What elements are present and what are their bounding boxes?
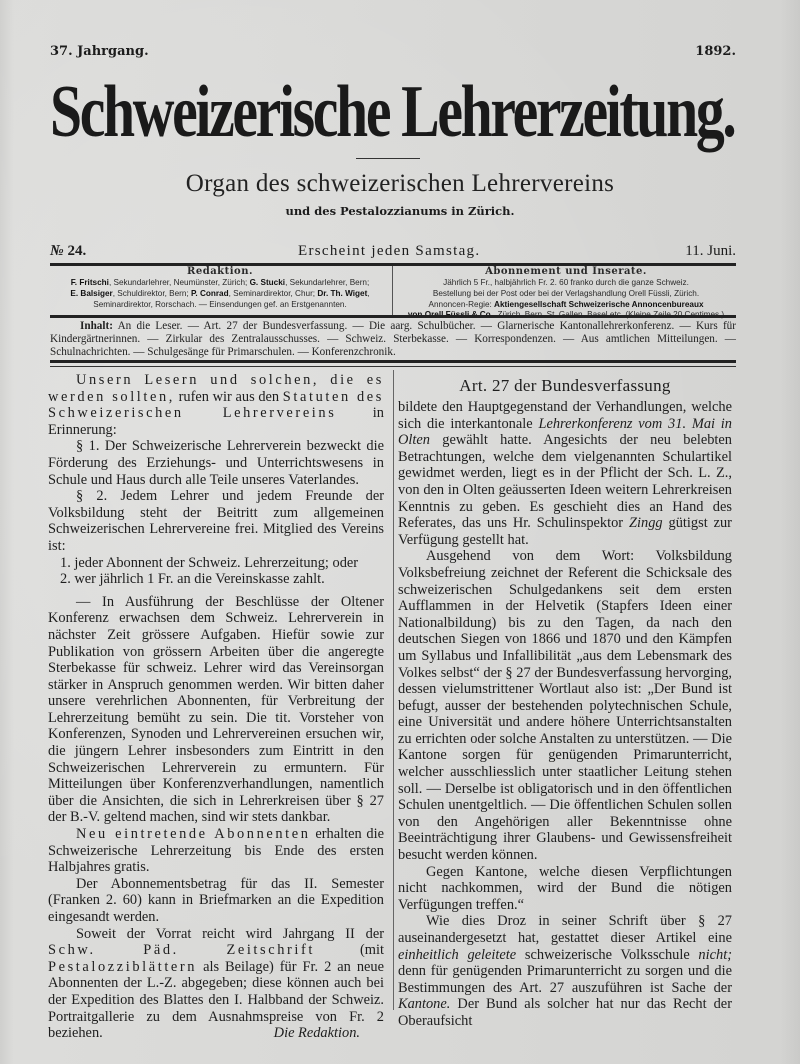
- issue-number-value: 24.: [67, 243, 87, 259]
- editor-name: G. Stucki: [249, 278, 286, 287]
- header-rule-bottom: [50, 315, 736, 318]
- text: in Erinnerung:: [48, 405, 385, 438]
- article-paragraph-1: [398, 399, 732, 548]
- editor-name: Dr. Th. Wiget: [317, 288, 368, 298]
- article-paragraph-2: Ausgehend von dem Wort: Volksbildung Volksbefreiung zeichnet der Referent die Schicksale des schweizerischen Schulgedankens seit dem ersten Aufflammen in der Helvetik (Stapfers Ideen einer Nationalbildung) bis zu den Tagen, da nach den deutschen Siegen von 1866 und 1870 und den Kämpfen um Syllabus und Infallibilität „aus dem Lebensmark des Volkes selbst“ der § 27 der Bundesverfassung hervorging, dessen vielumstrittener Wortlaut also ist: „Der Bund ist befugt, ausser der bestehenden polytechnischen Schule, eine Universität und andere höhere Unterrichtsanstalten zu errichten oder solche Anstalten zu unterstützen. — Die Kantone sorgen für genügenden Primarunterricht, welcher ausschliesslich unter staatlicher Leitung stehen soll. — Derselbe ist obligatorisch und in den öffentlichen Schulen unentgeltlich. — Die öffentlichen Schulen sollen von den Angehörigen aller Bekenntnisse ohne Beeinträchtigung ihrer Glaubens- und Gewissensfreiheit besucht werden können.: [398, 548, 732, 864]
- issue-number: [50, 243, 86, 260]
- right-column: [398, 372, 732, 1030]
- issue-date: 11. Juni.: [685, 243, 736, 259]
- issue-frequency: Erscheint jeden Samstag.: [298, 243, 481, 259]
- text: gewählt hatte. Angesichts der neu belebten Betrachtungen, welche dem vielgenannten Schulartikel gewidmet werden, liegt es in der Pflicht der Sch. L. Z., von den in Olten geäusserten Ideen weitern Lehrerkreisen Kenntnis zu geben. Es geschieht dies an Hand des Referates, das uns Hr. Schulinspektor: [398, 432, 732, 532]
- contents-label: Inhalt:: [80, 320, 113, 332]
- text: Soweit der Vorrat reicht wird Jahrgang II der: [76, 925, 384, 942]
- editor-role: , Sekundarlehrer, Neumünster, Zürich;: [108, 278, 250, 287]
- abonnement-box: [396, 266, 736, 314]
- italic-text: Kantone.: [398, 996, 451, 1013]
- editor-role: , Seminardirektor, Chur;: [228, 288, 318, 298]
- text: rufen wir aus den: [174, 388, 283, 405]
- text: erhalten die Schweizerische Lehrerzeitung bis Ende des ersten Halbjahres gratis.: [48, 826, 384, 876]
- masthead-divider: [356, 158, 420, 159]
- column-divider: [393, 370, 394, 1010]
- italic-text: Lehrerkonferenz vom 31. Mai in Olten: [398, 415, 733, 449]
- abonnement-line-3: [396, 300, 736, 311]
- masthead-title: Schweizerische Lehrerzeitung.: [50, 71, 735, 153]
- spaced-text: Unsern Lesern und solchen, die es werden sollten,: [48, 372, 384, 405]
- editor-name: E. Balsiger: [70, 288, 113, 298]
- text: Wie dies Droz in seiner Schrift über § 27 auseinandergesetzt hat, gestattet dieser Artikel eine: [398, 913, 732, 946]
- text: als Beilage) für Fr. 2 an neue Abonnenten der L.-Z. abgegeben; diese können auch bei der Expedition des Blattes den I. Halbband der Schweiz. Portraitgallerie zu dem Ausnahmspreise von Fr. 2 beziehen.: [48, 958, 384, 1042]
- new-subscribers-paragraph: [48, 826, 384, 876]
- abonnement-heading: Abonnement und Inserate.: [485, 266, 647, 277]
- subtitle-secondary: und des Pestalozzianums in Zürich.: [285, 204, 515, 218]
- subtitle: Organ des schweizerischen Lehrervereins: [185, 170, 615, 197]
- article-title: Art. 27 der Bundesverfassung: [459, 376, 671, 395]
- membership-item-2: 2. wer jährlich 1 Fr. an die Vereinskasse zahlt.: [60, 571, 325, 588]
- editor-role: , Sekundarlehrer, Bern;: [285, 278, 370, 287]
- text: schweizerische Volksschule: [516, 946, 699, 963]
- year-label: 1892.: [695, 44, 736, 59]
- text: gütigst zur Verfügung gestellt hat.: [398, 515, 732, 548]
- italic-text: einheitlich geleitete: [398, 946, 517, 963]
- table-of-contents: [50, 320, 736, 360]
- italic-text: Zingg: [629, 515, 663, 532]
- spaced-text: Schw. Päd. Zeitschrift: [48, 942, 315, 959]
- volume-label: 37. Jahrgang.: [50, 44, 149, 59]
- abonnement-line-2: Bestellung bei der Post oder bei der Verlagshandlung Orell Füssli, Zürich.: [432, 288, 700, 298]
- intro-paragraph: [48, 372, 384, 438]
- text: (mit: [314, 942, 384, 959]
- numero-sign: №: [50, 243, 64, 259]
- redaktion-line-2: [52, 289, 388, 300]
- article-paragraph-3: Gegen Kantone, welche diesen Verpflichtungen nicht nachkommen, wird der Bund die nötigen Verfügungen treffen.“: [398, 863, 732, 913]
- text: bildete den Hauptgegenstand der Verhandlungen, welche sich die interkantonale: [398, 399, 732, 432]
- redaktion-heading: Redaktion.: [187, 266, 253, 277]
- oltener-paragraph: — In Ausführung der Beschlüsse der Oltener Konferenz erwachsen dem Schweiz. Lehrerverein in nächster Zeit grössere Aufgaben. Hiefür sowie zur Publikation von grössern Arbeiten über die angeregte Sterbekasse für schweiz. Lehrer wird das Vereinsorgan stärker in Anspruch genommen werden. Wir bitten daher unsere verehrlichen Abonnenten, für Verbreitung der Lehrerzeitung bemüht zu sein. Die tit. Vorsteher von Konferenzen, Synoden und Lehrervereinen ersuchen wir, die jüngern Lehrer insbesonders zum Eintritt in den Schweizerischen Lehrerverein zu ermuntern. Für Mitteilungen über Konferenzverhandlungen, namentlich über die Ansichten, die sich in Lehrerkreisen über § 27 der B.-V. geltend machen, sind wir stets dankbar.: [48, 593, 384, 826]
- signature: Die Redaktion.: [273, 1025, 360, 1042]
- text: denn für genügenden Primarunterricht zu sorgen und die Bestimmungen des Art. 27 auszuführen ist Sache der: [398, 963, 732, 996]
- editor-role: ,: [367, 288, 370, 298]
- top-row: [50, 44, 736, 59]
- editor-name: F. Fritschi: [70, 278, 109, 287]
- membership-item-1: 1. jeder Abonnent der Schweiz. Lehrerzeitung; oder: [60, 554, 359, 571]
- redaktion-line-1: [52, 278, 388, 289]
- italic-text: nicht;: [698, 946, 732, 963]
- statute-paragraph-1: § 1. Der Schweizerische Lehrerverein bezweckt die Förderung des Erziehungs- und Unterrichtswesens in Schule und Haus durch alle Teile unseres Vaterlandes.: [48, 438, 384, 488]
- contents-rule-thin: [50, 366, 736, 367]
- article-paragraph-4: [398, 913, 732, 1029]
- spaced-text: Pestalozziblättern: [48, 958, 198, 975]
- spaced-text: Statuten des Schweizerischen Lehrervereins: [48, 388, 384, 422]
- redaktion-line-3: Seminardirektor, Rorschach. — Einsendungen gef. an Erstgenannten.: [93, 299, 347, 309]
- subscription-fee-paragraph: Der Abonnementsbetrag für das II. Semester (Franken 2. 60) kann in Briefmarken an die Expedition eingesandt werden.: [48, 875, 384, 925]
- editor-name: P. Conrad: [191, 288, 229, 298]
- abonnement-line-1: Jährlich 5 Fr., halbjährlich Fr. 2. 60 franko durch die ganze Schweiz.: [443, 278, 689, 287]
- statute-paragraph-2: § 2. Jedem Lehrer und jedem Freunde der Volksbildung steht der Beitritt zum allgemeinen Schweizerischen Lehrervereine frei. Mitglied des Vereins ist:: [48, 488, 384, 554]
- annoncen-label: Annoncen-Regie:: [428, 299, 495, 309]
- annoncen-agency: Aktiengesellschaft Schweizerische Annoncenbureaux: [494, 299, 704, 309]
- editor-role: , Schuldirektor, Bern;: [112, 288, 191, 298]
- redaktion-box: [52, 266, 388, 314]
- left-column: [48, 372, 384, 1042]
- issue-row: [50, 243, 736, 263]
- spaced-text: Neu eintretende Abonnenten: [76, 826, 311, 843]
- contents-rule: [50, 360, 736, 363]
- stock-paragraph: [48, 926, 384, 1042]
- contents-text: An die Leser. — Art. 27 der Bundesverfassung. — Die aarg. Schulbücher. — Glarnerische Kantonallehrerkonferenz. — Kurs für Kindergärtnerinnen. — Zirkular des Zentralausschusses. — Schweiz. Sterbekasse. — Korrespondenzen. — Aus amtlichen Mitteilungen. — Schulnachrichten. — Schulgesänge für Primarschulen. — Konferenzchronik.: [50, 320, 736, 359]
- text: Der Bund als solcher hat nur das Recht der Oberaufsicht: [398, 996, 732, 1029]
- header-box-divider: [392, 266, 393, 316]
